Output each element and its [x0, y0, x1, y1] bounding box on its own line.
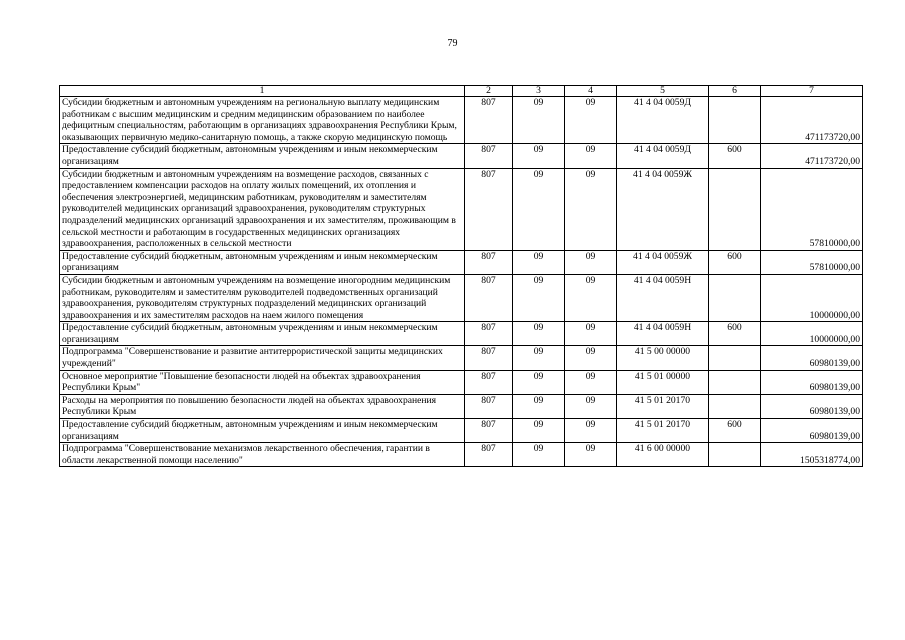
row-description: Субсидии бюджетным и автономным учреждениям на региональную выплату медицинским работникам с высшим медицинским и средним медицинским образованием по наиболее дефицитным специальностям, работающим в организациях здравоохранения Республики Крым, оказывающих первичную медико-санитарную помощь, а также скорую медицинскую помощь: [60, 97, 465, 144]
target-article-code: 41 5 01 00000: [617, 370, 709, 394]
section-code: 09: [513, 419, 565, 443]
amount: 471173720,00: [761, 97, 863, 144]
header-cell: 2: [465, 86, 513, 97]
header-cell: 7: [761, 86, 863, 97]
section-code: 09: [513, 274, 565, 321]
table-row: [60, 419, 863, 443]
subsection-code: 09: [565, 370, 617, 394]
amount: 57810000,00: [761, 250, 863, 274]
ministry-code: 807: [465, 322, 513, 346]
target-article-code: 41 5 00 00000: [617, 346, 709, 370]
target-article-code: 41 4 04 0059Ж: [617, 168, 709, 250]
target-article-code: 41 4 04 0059Н: [617, 274, 709, 321]
row-description: Предоставление субсидий бюджетным, автономным учреждениям и иным некоммерческим организациям: [60, 322, 465, 346]
header-row: [60, 86, 863, 97]
expense-type-code: [709, 97, 761, 144]
section-code: 09: [513, 370, 565, 394]
table-row: [60, 394, 863, 418]
expense-type-code: [709, 394, 761, 418]
row-description: Подпрограмма "Совершенствование механизмов лекарственного обеспечения, гарантии в области лекарственной помощи населению": [60, 443, 465, 467]
ministry-code: 807: [465, 144, 513, 168]
header-cell: 6: [709, 86, 761, 97]
section-code: 09: [513, 250, 565, 274]
table-row: [60, 443, 863, 467]
section-code: 09: [513, 443, 565, 467]
section-code: 09: [513, 394, 565, 418]
table-row: [60, 250, 863, 274]
table-row: [60, 274, 863, 321]
subsection-code: 09: [565, 274, 617, 321]
amount: 471173720,00: [761, 144, 863, 168]
expense-type-code: [709, 346, 761, 370]
row-description: Субсидии бюджетным и автономным учреждениям на возмещение расходов, связанных с предоставлением компенсации расходов на оплату жилых помещений, их отопления и обеспечения электроэнергией, медицинским работникам, руководителям и заместителям руководителей медицинских организаций здравоохранения, руководителям структурных подразделений медицинских организаций здравоохранения и их заместителям, проживающим в сельской местности и работающим в государственных медицинских организациях здравоохранения, расположенных в сельской местности: [60, 168, 465, 250]
ministry-code: 807: [465, 370, 513, 394]
table-row: [60, 168, 863, 250]
header-cell: 3: [513, 86, 565, 97]
row-description: Основное мероприятие "Повышение безопасности людей на объектах здравоохранения Республики Крым": [60, 370, 465, 394]
subsection-code: 09: [565, 250, 617, 274]
amount: 10000000,00: [761, 274, 863, 321]
expense-type-code: [709, 443, 761, 467]
header-cell: 1: [60, 86, 465, 97]
row-description: Субсидии бюджетным и автономным учреждениям на возмещение иногородним медицинским работникам, руководителям и заместителям руководителей подведомственных организаций здравоохранения, руководителям структурных подразделений медицинских организаций здравоохранения и их заместителям расходов на наем жилого помещения: [60, 274, 465, 321]
row-description: Предоставление субсидий бюджетным, автономным учреждениям и иным некоммерческим организациям: [60, 144, 465, 168]
expense-type-code: [709, 274, 761, 321]
amount: 60980139,00: [761, 419, 863, 443]
amount: 10000000,00: [761, 322, 863, 346]
table-row: [60, 97, 863, 144]
subsection-code: 09: [565, 97, 617, 144]
subsection-code: 09: [565, 394, 617, 418]
amount: 57810000,00: [761, 168, 863, 250]
expense-type-code: 600: [709, 144, 761, 168]
section-code: 09: [513, 346, 565, 370]
subsection-code: 09: [565, 322, 617, 346]
table-row: [60, 346, 863, 370]
table-row: [60, 144, 863, 168]
row-description: Подпрограмма "Совершенствование и развитие антитеррористической защиты медицинских учреждений": [60, 346, 465, 370]
expense-type-code: 600: [709, 322, 761, 346]
target-article-code: 41 4 04 0059Д: [617, 97, 709, 144]
target-article-code: 41 4 04 0059Н: [617, 322, 709, 346]
ministry-code: 807: [465, 168, 513, 250]
expense-type-code: 600: [709, 250, 761, 274]
subsection-code: 09: [565, 144, 617, 168]
header-cell: 4: [565, 86, 617, 97]
expense-type-code: [709, 168, 761, 250]
subsection-code: 09: [565, 443, 617, 467]
ministry-code: 807: [465, 394, 513, 418]
amount: 1505318774,00: [761, 443, 863, 467]
subsection-code: 09: [565, 419, 617, 443]
ministry-code: 807: [465, 346, 513, 370]
expense-type-code: [709, 370, 761, 394]
row-description: Расходы на мероприятия по повышению безопасности людей на объектах здравоохранения Республики Крым: [60, 394, 465, 418]
row-description: Предоставление субсидий бюджетным, автономным учреждениям и иным некоммерческим организациям: [60, 419, 465, 443]
section-code: 09: [513, 322, 565, 346]
ministry-code: 807: [465, 250, 513, 274]
budget-table: [59, 85, 863, 467]
subsection-code: 09: [565, 168, 617, 250]
section-code: 09: [513, 144, 565, 168]
table-row: [60, 322, 863, 346]
row-description: Предоставление субсидий бюджетным, автономным учреждениям и иным некоммерческим организациям: [60, 250, 465, 274]
page-number: 79: [447, 38, 458, 49]
ministry-code: 807: [465, 443, 513, 467]
amount: 60980139,00: [761, 346, 863, 370]
ministry-code: 807: [465, 97, 513, 144]
expense-type-code: 600: [709, 419, 761, 443]
table-row: [60, 370, 863, 394]
target-article-code: 41 5 01 20170: [617, 419, 709, 443]
amount: 60980139,00: [761, 370, 863, 394]
section-code: 09: [513, 97, 565, 144]
target-article-code: 41 4 04 0059Д: [617, 144, 709, 168]
header-cell: 5: [617, 86, 709, 97]
amount: 60980139,00: [761, 394, 863, 418]
ministry-code: 807: [465, 274, 513, 321]
target-article-code: 41 5 01 20170: [617, 394, 709, 418]
target-article-code: 41 4 04 0059Ж: [617, 250, 709, 274]
ministry-code: 807: [465, 419, 513, 443]
subsection-code: 09: [565, 346, 617, 370]
section-code: 09: [513, 168, 565, 250]
target-article-code: 41 6 00 00000: [617, 443, 709, 467]
